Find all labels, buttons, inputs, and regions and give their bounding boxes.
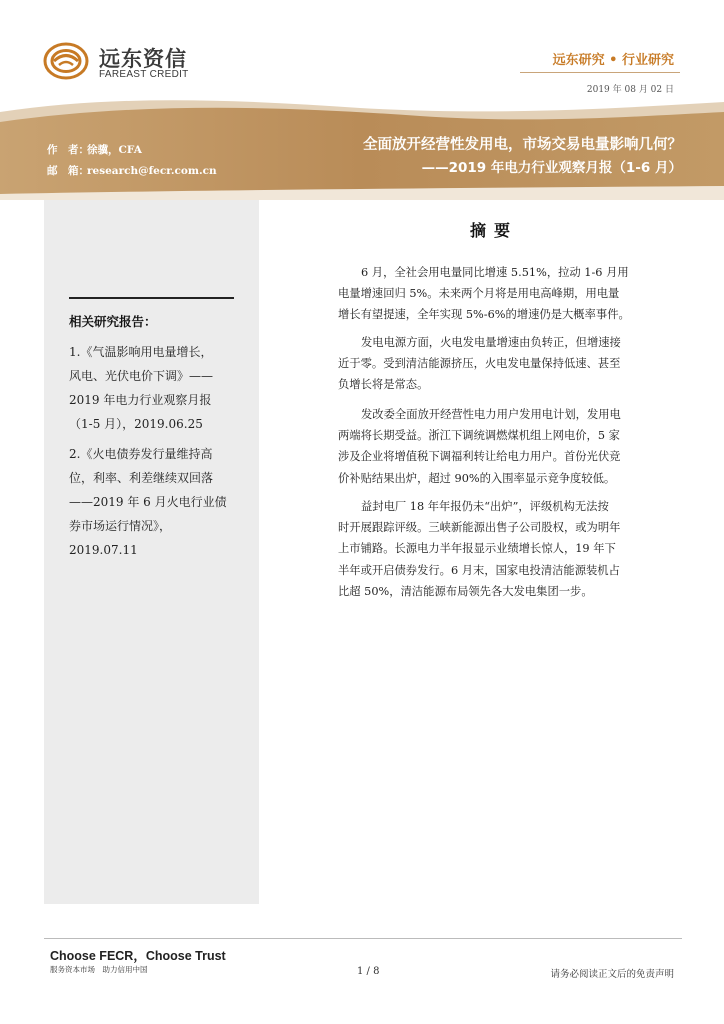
related-report-item[interactable] (69, 340, 249, 436)
footer-brand: Choose FECR，Choose Trust (50, 949, 226, 963)
author-name: 徐骥，CFA (87, 144, 142, 156)
paragraph-line: 负增长将是常态。 (338, 378, 429, 392)
header-divider (520, 72, 680, 73)
related-item-line: 2019.07.11 (69, 543, 138, 557)
author-label: 作 者： (47, 144, 89, 156)
email-label: 邮 箱： (47, 165, 89, 177)
paragraph-line: 益封电厂 18 年年报仍未“出炉”，评级机构无法按 (361, 500, 609, 513)
paragraph-line: 价补贴结果出炉，超过 90%的入围率显示竞争度较低。 (338, 471, 616, 485)
footer-divider (44, 938, 682, 939)
report-subtitle: ——2019 年电力行业观察月报（1-6 月） (421, 160, 682, 176)
logo-chinese-name: 远东资信 (99, 47, 187, 71)
paragraph-line: 发电电源方面，火电发电量增速由负转正，但增速接 (361, 336, 621, 349)
paragraph-line: 6 月，全社会用电量同比增速 5.51%，拉动 1-6 月用 (361, 266, 629, 279)
footer-slogan: 服务资本市场 助力信用中国 (50, 965, 148, 974)
paragraph-line: 涉及企业将增值税下调福利转让给电力用户。首份光伏竞 (338, 450, 621, 464)
company-logo (42, 40, 262, 85)
paragraph-line: 电量增速回归 5%。未来两个月将是用电高峰期，用电量 (338, 287, 620, 301)
email-line (47, 163, 217, 178)
paragraph-line: 增长有望提速，全年实现 5%-6%的增速仍是大概率事件。 (338, 308, 630, 322)
related-item-line: 1.《气温影响用电量增长， (69, 345, 213, 359)
disclaimer-notice[interactable]: 请务必阅读正文后的免责声明 (550, 969, 674, 980)
related-item-line: ——2019 年 6 月火电行业债 (69, 495, 227, 509)
logo-english-name: FAREAST CREDIT (99, 69, 189, 80)
related-item-line: 2019 年电力行业观察月报 (69, 393, 212, 407)
related-reports-title: 相关研究报告： (69, 314, 157, 329)
paragraph-line: 时开展跟踪评级。三峡新能源出售子公司股权，或为明年 (338, 521, 621, 535)
related-item-line: 券市场运行情况》， (69, 519, 172, 533)
fareast-logo-icon (42, 40, 90, 82)
related-item-line: 2.《火电债券发行量维持高 (69, 447, 213, 461)
related-item-line: （1-5 月），2019.06.25 (69, 417, 203, 431)
abstract-title: 摘要 (470, 221, 519, 240)
report-date: 2019 年 08 月 02 日 (586, 85, 674, 95)
paragraph-line: 上市铺路。长源电力半年报显示业绩增长惊人，19 年下 (338, 542, 616, 556)
related-item-line: 位，利率、利差继续双回落 (69, 471, 214, 485)
report-title: 全面放开经营性发用电，市场交易电量影响几何？ (363, 137, 682, 153)
report-category: 远东研究 • 行业研究 (552, 53, 674, 68)
paragraph-line: 比超 50%，清洁能源布局领先各大发电集团一步。 (338, 584, 593, 598)
related-item-line: 风电、光伏电价下调》—— (69, 369, 214, 383)
abstract-paragraph (338, 332, 684, 396)
paragraph-line: 半年或开启债券发行。6 月末，国家电投清洁能源装机占 (338, 563, 620, 577)
abstract-paragraph (338, 496, 684, 602)
email-address[interactable]: research@fecr.com.cn (87, 165, 217, 177)
related-report-item[interactable] (69, 442, 249, 562)
paragraph-line: 发改委全面放开经营性电力用户发用电计划，发用电 (361, 408, 621, 421)
abstract-paragraph (338, 404, 684, 489)
paragraph-line: 近于零。受到清洁能源挤压，火电发电量保持低速、甚至 (338, 357, 621, 371)
related-divider (69, 297, 234, 299)
paragraph-line: 两端将长期受益。浙江下调统调燃煤机组上网电价，5 家 (338, 429, 620, 443)
abstract-paragraph (338, 262, 684, 326)
page-number: 1 / 8 (357, 966, 380, 977)
author-line (47, 142, 142, 157)
